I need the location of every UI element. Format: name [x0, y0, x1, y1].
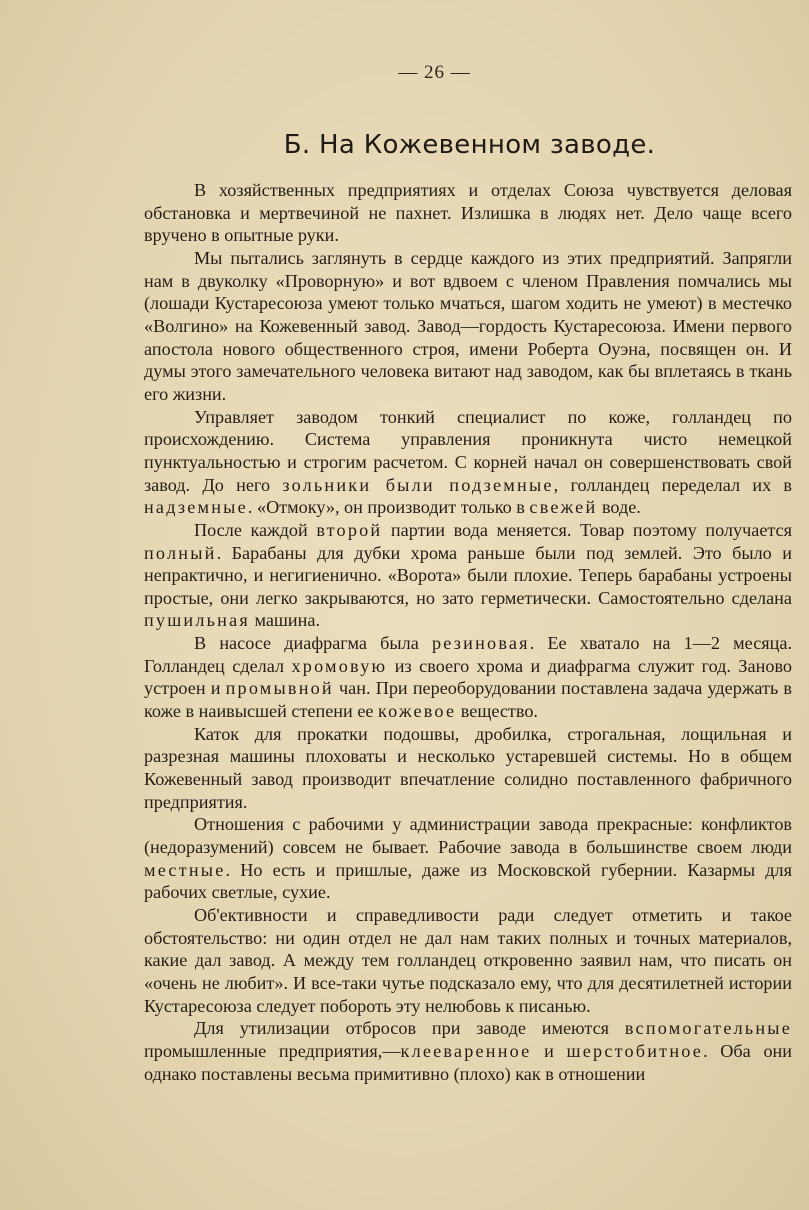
text-run: машина.	[249, 610, 321, 631]
spaced-emphasis-text: хромовую	[291, 655, 388, 676]
spaced-emphasis-text: кожевое	[378, 701, 457, 722]
spaced-emphasis-text: клееваренное	[400, 1040, 532, 1061]
body-text	[144, 179, 792, 1085]
paragraph	[144, 179, 792, 247]
text-run: . Барабаны для дубки хрома раньше были под землей. Это было и непрактично, и негигиенично. «Ворота» были плохие. Теперь барабаны устроены простые, они легко закрываются, но зато герметически. Самостоятельно сделана	[144, 542, 792, 608]
paragraph	[144, 247, 792, 406]
text-run: В насосе диафрагма была	[194, 633, 432, 654]
spaced-emphasis-text: полный	[144, 542, 217, 563]
text-run: , голландец переделал их в	[553, 474, 793, 495]
text-run: После каждой	[194, 519, 317, 540]
paragraph	[144, 723, 792, 814]
spaced-emphasis-text: местные	[144, 859, 226, 880]
text-run: Каток для прокатки подошвы, дробилка, строгальная, лощильная и разрезная машины плоховаты и несколько устаревшей системы. Но в общем Кожевенный завод производит впечатление солидно поставленного фабричного предприятия.	[144, 723, 792, 812]
text-run: Отношения с рабочими у администрации завода прекрасные: конфликтов (недоразумений) совсем не бывает. Рабочие завода в большинстве своем люди	[144, 814, 792, 858]
text-run: Об'ективности и справедливости ради следует отметить и такое обстоятельство: ни один отдел не дал нам таких полных и точных материалов, какие дал завод. А между тем голландец откровенно заявил нам, что писать он «очень не любит». И все-таки чутье подсказало ему, что для десятилетней истории Кустаресоюза следует побороть эту нелюбовь к писанью.	[144, 905, 792, 1016]
spaced-emphasis-text: шерстобитное	[566, 1040, 704, 1061]
text-run: воде.	[597, 497, 641, 518]
text-run: промышленные предприятия,—	[144, 1040, 401, 1061]
paragraph	[144, 813, 792, 904]
text-run: и	[531, 1040, 567, 1061]
paragraph	[144, 632, 792, 723]
text-run: . Но есть и пришлые, даже из Московской губернии. Казармы для рабочих светлые, сухие.	[144, 859, 792, 903]
text-run: . Оба они однако поставлены весьма примитивно (плохо) как в отношении	[144, 1040, 792, 1084]
section-title: Б. На Кожевенном заводе.	[283, 130, 656, 160]
text-run: партии вода меняется. Товар поэтому получается	[382, 519, 792, 540]
spaced-emphasis-text: надземные	[144, 497, 248, 518]
text-run: Управляет заводом тонкий специалист по коже, голландец по происхождению. Система управления проникнута чисто немецкой пунктуальностью и строгим расчетом. С корней начал он совершенствовать свой завод. До него	[144, 406, 792, 495]
spaced-emphasis-text: свежей	[529, 497, 598, 518]
spaced-emphasis-text: зольники были подземные	[282, 474, 554, 495]
spaced-emphasis-text: промывной	[225, 678, 334, 699]
text-run: В хозяйственных предприятиях и отделах Союза чувствуется деловая обстановка и мертвечиной не пахнет. Излишка в людях нет. Дело чаще всего вручено в опытные руки.	[144, 180, 792, 246]
paragraph	[144, 904, 792, 1017]
spaced-emphasis-text: вспомогательные	[624, 1018, 792, 1039]
text-run: Мы пытались заглянуть в сердце каждого из этих предприятий. Запрягли нам в двуколку «Проворную» и вот вдвоем с членом Правления помчались мы (лошади Кустаресоюза умеют только мчаться, шагом ходить не умеют) в местечко «Волгино» на Кожевенный завод. Завод—гордость Кустаресоюза. Имени первого апостола нового общественного строя, имени Роберта Оуэна, посвящен он. И думы этого замечательного человека витают над заводом, как бы вплетаясь в ткань его жизни.	[144, 247, 792, 404]
paragraph	[144, 406, 792, 519]
page-number: — 26 —	[398, 62, 471, 83]
spaced-emphasis-text: пушильная	[144, 610, 250, 631]
text-run: Для утилизации отбросов при заводе имеются	[194, 1018, 625, 1039]
paragraph	[144, 519, 792, 632]
text-run: . «Отмоку», он производит только в	[247, 497, 530, 518]
text-run: . Ее хватало на 1—2 месяца. Голландец сделал	[144, 633, 792, 676]
spaced-emphasis-text: второй	[316, 519, 383, 540]
text-run: чан. При переоборудовании поставлена задача удержать в коже в наивысшей степени ее	[144, 678, 792, 722]
text-run: из своего хрома и диафрагма служит год. Заново устроен и	[144, 655, 792, 699]
spaced-emphasis-text: резиновая	[431, 633, 530, 654]
text-run: вещество.	[456, 701, 538, 722]
paragraph	[144, 1017, 792, 1085]
